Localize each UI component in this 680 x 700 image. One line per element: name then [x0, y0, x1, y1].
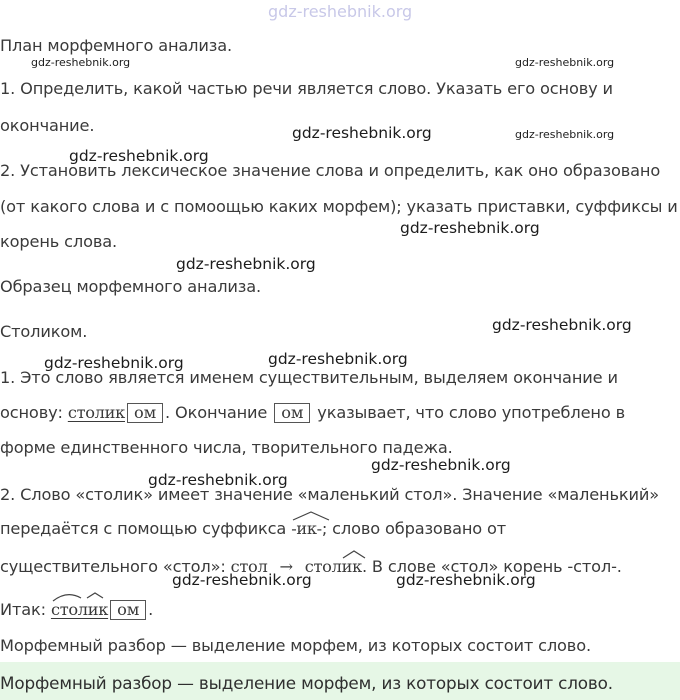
root-arc-icon — [51, 592, 117, 602]
plan-item-1b: окончание. — [0, 116, 95, 135]
step-2c-suffix-text: . В слове «стол» корень -стол-. — [361, 557, 622, 576]
step-1b-middle: . Окончание — [165, 403, 273, 422]
step-2c-prefix: существительного «стол»: — [0, 557, 231, 576]
step-2b-suffix-text: ; слово образовано от — [321, 519, 507, 538]
ending-box-2: ом — [274, 403, 310, 423]
step-2a: 2. Слово «столик» имеет значение «маленький стол». Значение «маленький» — [0, 485, 659, 504]
watermark: gdz-reshebnik.org — [44, 354, 184, 372]
watermark: gdz-reshebnik.org — [176, 255, 316, 273]
plan-item-2a: 2. Установить лексическое значение слова и определить, как оно образовано — [0, 161, 661, 180]
watermark: gdz-reshebnik.org — [492, 316, 632, 334]
step-1b-suffix-text: указывает, что слово употреблено в — [312, 403, 625, 422]
step-1b — [0, 403, 625, 423]
stem-underlined: столик — [67, 403, 125, 422]
base-word: стол — [230, 557, 268, 576]
watermark: gdz-reshebnik.org — [515, 128, 615, 141]
highlighted-definition: Морфемный разбор — выделение морфем, из которых состоит слово. — [0, 673, 613, 693]
suffix-caret-icon — [291, 511, 331, 521]
watermark: gdz-reshebnik.org — [396, 571, 536, 589]
definition-line: Морфемный разбор — выделение морфем, из которых состоит слово. — [0, 636, 591, 655]
summary-period: . — [148, 600, 154, 619]
plan-item-1a: 1. Определить, какой частью речи является слово. Указать его основу и — [0, 79, 613, 98]
site-header-link[interactable]: gdz-reshebnik.org — [268, 2, 413, 21]
step-2b-prefix: передаётся с помощью суффикса — [0, 519, 292, 538]
suffix-caret-icon — [342, 550, 366, 559]
watermark: gdz-reshebnik.org — [400, 219, 540, 237]
step-1c: форме единственного числа, творительного падежа. — [0, 438, 453, 457]
step-1a: 1. Это слово является именем существительным, выделяем окончание и — [0, 368, 618, 387]
watermark: gdz-reshebnik.org — [172, 571, 312, 589]
summary-line — [0, 600, 153, 620]
step-1b-prefix: основу: — [0, 403, 68, 422]
plan-item-2c: корень слова. — [0, 232, 117, 251]
watermark: gdz-reshebnik.org — [292, 124, 432, 142]
watermark: gdz-reshebnik.org — [515, 56, 615, 69]
suffix-marked: -ик- — [291, 519, 322, 538]
arrow-icon: → — [279, 557, 293, 576]
analyzed-word: Столиком. — [0, 322, 88, 341]
ending-box: ом — [127, 403, 163, 423]
plan-title: План морфемного анализа. — [0, 36, 232, 55]
watermark: gdz-reshebnik.org — [148, 471, 288, 489]
derived-word: стол ик — [305, 557, 362, 576]
watermark: gdz-reshebnik.org — [31, 56, 131, 69]
watermark: gdz-reshebnik.org — [268, 350, 408, 368]
summary-ending-box: ом — [110, 600, 146, 620]
sample-title: Образец морфемного анализа. — [0, 277, 262, 296]
plan-item-2b: (от какого слова и с помоощью каких морфем); указать приставки, суффиксы и — [0, 197, 678, 216]
summary-prefix: Итак: — [0, 600, 51, 619]
step-2b — [0, 519, 506, 539]
watermark: gdz-reshebnik.org — [371, 456, 511, 474]
watermark: gdz-reshebnik.org — [69, 147, 209, 165]
summary-stem: столик — [51, 600, 108, 619]
